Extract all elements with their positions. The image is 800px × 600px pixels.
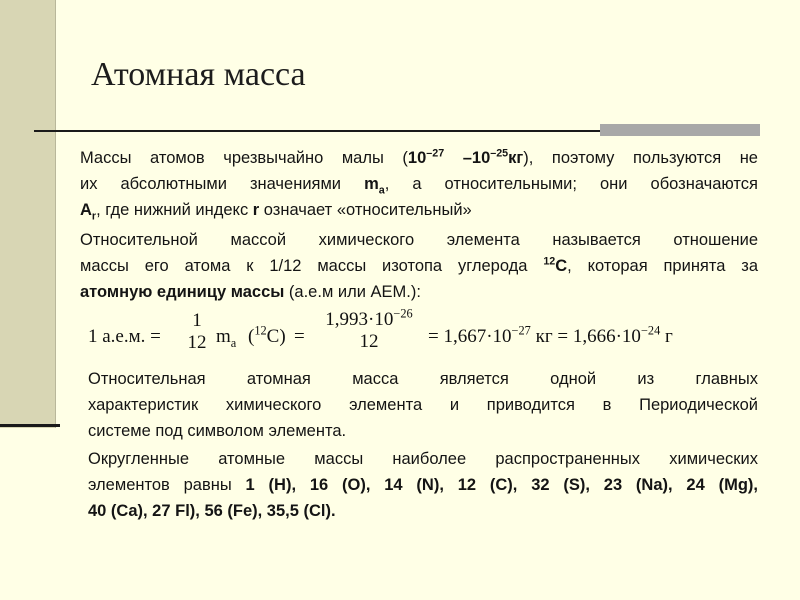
slide-title: Атомная масса: [91, 56, 306, 93]
isotope-carbon: ($^{12}$C): [248, 323, 286, 347]
fraction-mass: [314, 306, 424, 353]
paragraph-mass-scale: [80, 145, 758, 223]
mass-symbol: $m_а$: [216, 326, 237, 350]
line: Относительной массой химического элемента называется отношение: [80, 231, 758, 249]
paragraph-rounded-masses: [88, 446, 758, 524]
line: Массы атомов чрезвычайно малы ($10^{-27}$ $-10^{-25}кг$), поэтому пользуются не: [80, 147, 758, 167]
formula-rhs: = $1,667\cdot 10^{-27}$ кг = $1,666\cdot 10^{-24}$ г: [428, 323, 673, 347]
line: их абсолютными значениями $m_a$, а относительными; они обозначаются: [80, 175, 758, 197]
line: $A_r$, где нижний индекс r означает «относительный»: [80, 201, 472, 223]
line: системе под символом элемента.: [88, 422, 347, 440]
line: 40 (Ca), 27 Fl), 56 (Fe), 35,5 (Cl).: [88, 502, 336, 520]
sidebar-bottom-rule: [0, 424, 60, 427]
paragraph-characteristic: [88, 366, 758, 444]
fraction-numerator: 1: [192, 310, 202, 331]
line: массы его атома к 1/12 массы изотопа углерода $^{12}$C, которая принята за: [80, 255, 759, 275]
line: Округленные атомные массы наиболее распространенных химических: [88, 450, 758, 468]
line: Относительная атомная масса является одной из главных: [88, 370, 758, 388]
fraction-numerator: $1,993\cdot 10^{-26}$: [325, 306, 413, 330]
amu-formula: [88, 306, 728, 362]
divider-accent: [600, 124, 760, 136]
fraction-denominator: 12: [359, 331, 379, 352]
formula-lhs: 1 а.е.м. =: [88, 326, 161, 347]
line: элементов равны 1 (H), 16 (O), 14 (N), 12 (C), 32 (S), 23 (Na), 24 (Mg),: [88, 476, 758, 494]
sidebar-decoration: [0, 0, 56, 428]
paragraph-definition: [80, 227, 758, 305]
fraction-denominator: 12: [187, 332, 207, 353]
line: атомную единицу массы (а.е.м или АЕМ.):: [80, 283, 421, 301]
equals-sign: =: [294, 326, 305, 347]
line: характеристик химического элемента и приводится в Периодической: [88, 396, 758, 414]
fraction-one-twelfth: [184, 310, 210, 354]
